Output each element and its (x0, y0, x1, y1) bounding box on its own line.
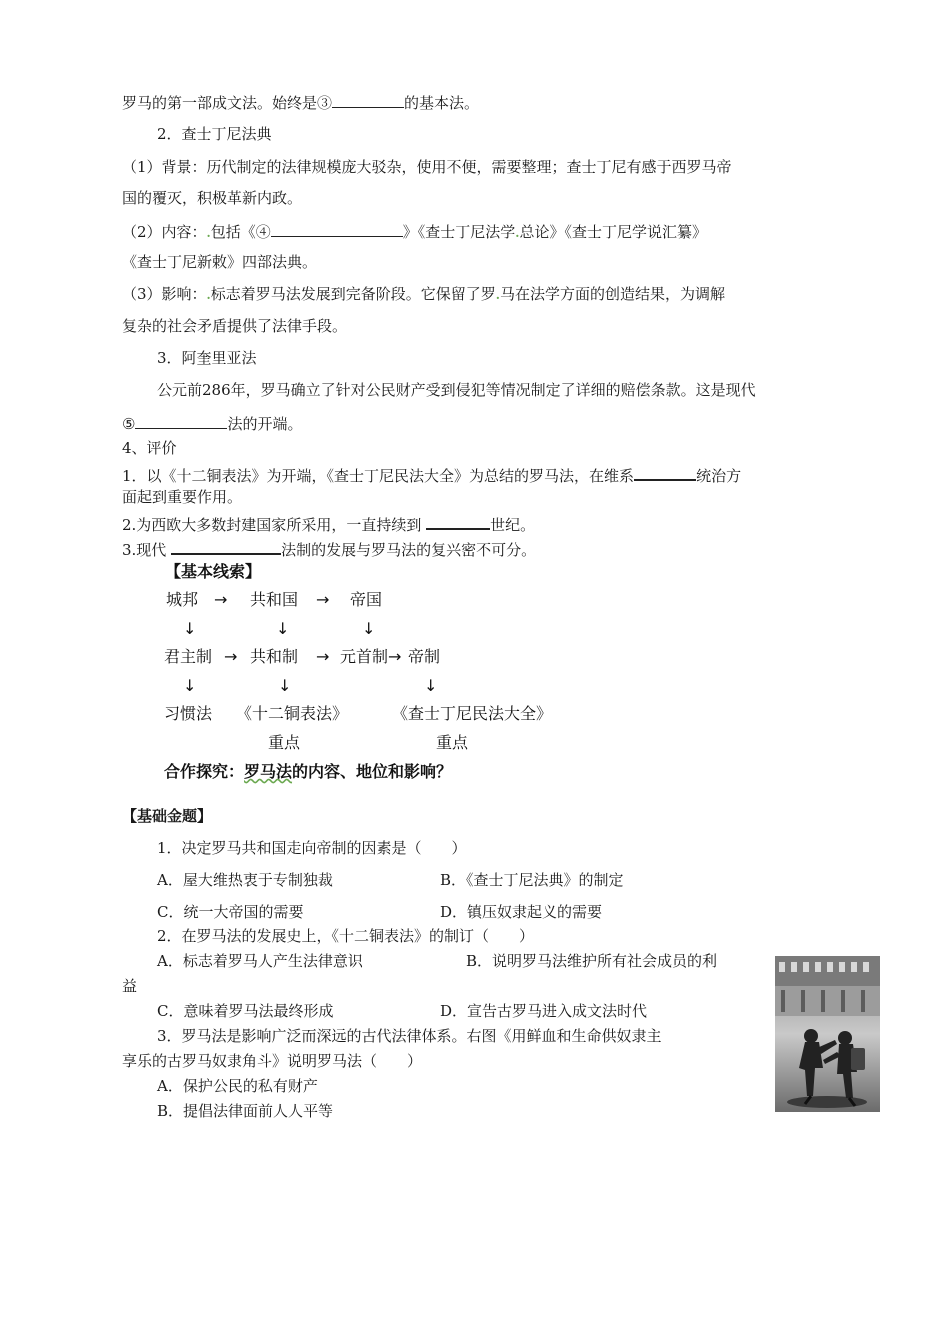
question: 2．在罗马法的发展史上，《十二铜表法》的制订（ ） (157, 927, 535, 945)
section-heading: 4、评价 (122, 439, 177, 457)
option: D．宣告古罗马进入成文法时代 (440, 1002, 648, 1020)
arrow-right-icon: → (316, 590, 330, 609)
option: 益 (122, 977, 138, 995)
text-line: 公元前286年，罗马确立了针对公民财产受到侵犯等情况制定了详细的赔偿条款。这是现代 (157, 381, 756, 399)
key-point-label: 重点 (436, 733, 469, 752)
text-line: 复杂的社会矛盾提供了法律手段。 (122, 317, 348, 335)
blank (426, 512, 490, 530)
arrow-down-icon: ↓ (278, 676, 292, 695)
text-line: 国的覆灭，积极革新内政。 (122, 189, 303, 207)
inquiry-prompt: 合作探究：罗马法的内容、地位和影响？ (164, 762, 453, 781)
option: B．提倡法律面前人人平等 (157, 1102, 334, 1120)
arrow-down-icon: ↓ (276, 619, 290, 638)
mark-dot: . (515, 226, 520, 240)
text-line: 《查士丁尼新敕》四部法典。 (122, 253, 318, 271)
mark-dot: . (495, 288, 500, 302)
clue-node: 帝制 (408, 647, 441, 666)
mark-dot: . (206, 288, 211, 302)
arrow-down-icon: ↓ (183, 676, 197, 695)
arrow-down-icon: ↓ (362, 619, 376, 638)
mark-dot: . (206, 226, 211, 240)
option: C．统一大帝国的需要 (157, 903, 304, 921)
option: D．镇压奴隶起义的需要 (440, 903, 603, 921)
question: 3．罗马法是影响广泛而深远的古代法律体系。右图《用鲜血和生命供奴隶主 (157, 1027, 662, 1045)
arrow-right-icon: → (388, 647, 402, 666)
clue-node: 君主制 (164, 647, 213, 666)
arrow-right-icon: → (316, 647, 330, 666)
question: 享乐的古罗马奴隶角斗》说明罗马法（ ） (122, 1052, 423, 1070)
text-line: （3）影响：.标志着罗马法发展到完备阶段。它保留了罗.马在法学方面的创造结果，为调解 (122, 285, 725, 303)
key-point-label: 重点 (268, 733, 301, 752)
blank (135, 412, 227, 429)
text-line: （1）背景：历代制定的法律规模庞大驳杂，使用不便，需要整理；查士丁尼有感于西罗马帝 (122, 158, 732, 176)
quiz-title: 【基础金题】 (122, 807, 213, 825)
clue-node: 城邦 (166, 590, 199, 609)
text-line: 面起到重要作用。 (122, 488, 243, 506)
gladiator-image (775, 956, 880, 1112)
text-line: 1．以《十二铜表法》为开端，《查士丁尼民法大全》为总结的罗马法，在维系 统治方 (122, 463, 741, 486)
text-line: （2）内容：.包括《④ 》《查士丁尼法学.总论》《查士丁尼学说汇纂》 (122, 220, 707, 243)
clue-node: 元首制 (340, 647, 389, 666)
blank (271, 220, 403, 237)
text-line: 3.现代 法制的发展与罗马法的复兴密不可分。 (122, 537, 536, 560)
blank (171, 537, 281, 555)
text-line: ⑤ 法的开端。 (122, 412, 302, 434)
section-heading: 2．查士丁尼法典 (157, 125, 272, 143)
clue-node: 习惯法 (164, 704, 213, 723)
option: A．屋大维热衷于专制独裁 (157, 871, 333, 889)
clue-node: 《十二铜表法》 (236, 704, 349, 723)
question: 1．决定罗马共和国走向帝制的因素是（ ） (157, 839, 467, 857)
clue-node: 共和国 (250, 590, 299, 609)
option: B．《查士丁尼法典》的制定 (440, 871, 624, 889)
option: A．保护公民的私有财产 (157, 1077, 318, 1095)
blank (332, 91, 404, 108)
clue-node: 共和制 (250, 647, 299, 666)
text-line: 罗马的第一部成文法。始终是③ 的基本法。 (122, 91, 479, 113)
clue-node: 帝国 (350, 590, 383, 609)
text-line: 2.为西欧大多数封建国家所采用，一直持续到 世纪。 (122, 512, 535, 535)
option: A．标志着罗马人产生法律意识 (157, 952, 363, 970)
arrow-right-icon: → (224, 647, 238, 666)
gladiator-photo (775, 956, 880, 1112)
clue-title: 【基本线索】 (165, 562, 262, 581)
blank (634, 463, 696, 481)
arrow-right-icon: → (214, 590, 228, 609)
section-heading: 3．阿奎里亚法 (157, 349, 257, 367)
arrow-down-icon: ↓ (424, 676, 438, 695)
clue-node: 《查士丁尼民法大全》 (392, 704, 553, 723)
arrow-down-icon: ↓ (183, 619, 197, 638)
option: C．意味着罗马法最终形成 (157, 1002, 334, 1020)
option: B．说明罗马法维护所有社会成员的利 (466, 952, 718, 970)
